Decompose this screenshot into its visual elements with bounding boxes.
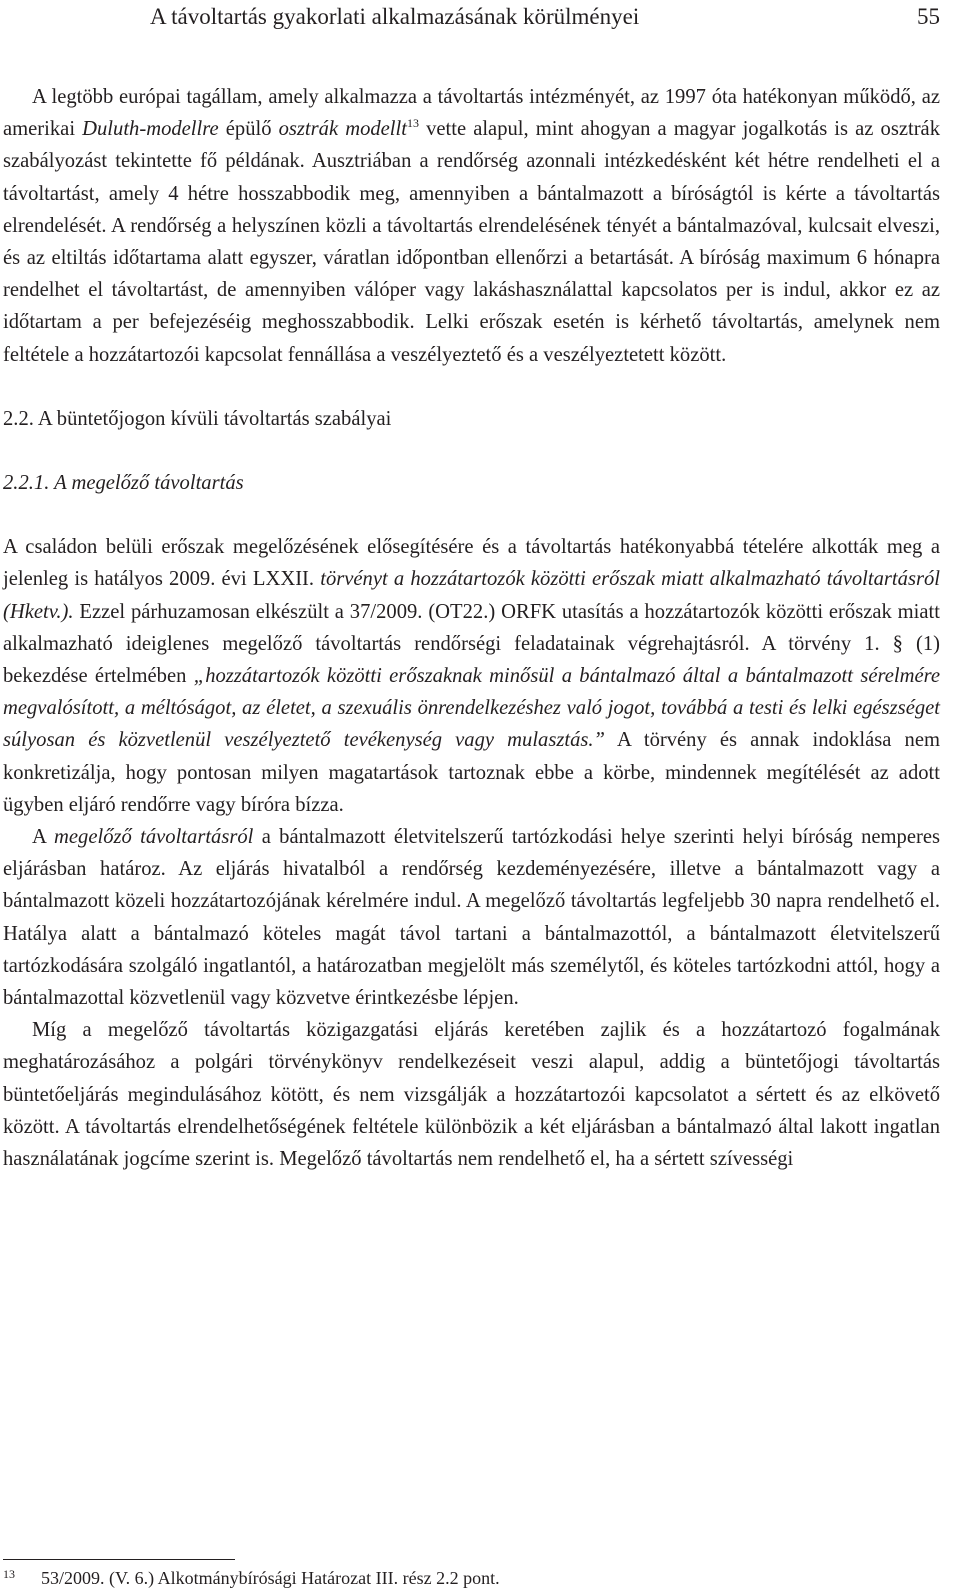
running-header [150, 0, 940, 34]
footnote-reference[interactable]: 13 [406, 116, 419, 131]
footnote-text: 53/2009. (V. 6.) Alkotmánybírósági Határozat III. rész 2.2 pont. [41, 1568, 500, 1588]
paragraph-4 [3, 1014, 940, 1175]
paragraph-1 [3, 81, 940, 371]
paragraph-1-text-2: épülő [218, 118, 279, 141]
spacer [3, 435, 940, 467]
section-heading-2-2: 2.2. A büntetőjogon kívüli távoltartás szabályai [3, 407, 392, 430]
paragraph-2-text-3: A törvény és annak indoklása nem konkretizálja, hogy pontosan milyen magatartások tartoznak ebbe a körbe, mindennek megítélését az adott ügyben eljáró rendőrre vagy bíróra bízza. [3, 729, 940, 816]
paragraph-3-text-2: a bántalmazott életvitelszerű tartózkodási helye szerinti helyi bíróság nemperes eljárásban határoz. Az eljárás hivatalból a rendőrség kezdeményezésére, illetve a bántalmazott vagy a bántalmazott közeli hozzátartozójának kérelmére indul. A megelőző távoltartás legfeljebb 30 napra rendelhető el. Hatálya alatt a bántalmazó köteles magát távol tartani a bántalmazottól, a bántalmazott életvitelszerű tartózkodására szolgáló ingatlantól, a határozatban megjelölt más személytől, és köteles tartózkodni attól, hogy a bántalmazottal közvetlenül vagy közvetve érintkezésbe lépjen. [3, 826, 940, 1010]
page-number: 55 [917, 4, 940, 29]
paragraph-4-text: Míg a megelőző távoltartás közigazgatási eljárás keretében zajlik és a hozzátartozó fogalmának meghatározásához a polgári törvénykönyv rendelkezéseit veszi alapul, addig a büntetőjogi távoltartás büntetőeljárás megindulásához kötött, és nem vizsgálják a hozzátartozói kapcsolatot a sértett és az elkövető között. A távoltartás elrendelhetőségének feltétele különbözik a két eljárásban a bántalmazó által lakott ingatlan használatának jogcíme szerint is. Megelőző távoltartás nem rendelhető el, ha a sértett szívességi [3, 1019, 940, 1171]
subsection-heading-2-2-1 [3, 467, 940, 499]
paragraph-2-text: A családon belüli erőszak megelőzésének elősegítésére és a távoltartás hatékonyabbá tételére alkották meg a jelenleg is hatályos 2009. évi LXXII. [3, 536, 940, 591]
body-text [3, 81, 940, 1175]
running-title: A távoltartás gyakorlati alkalmazásának körülményei [150, 4, 640, 29]
paragraph-1-italic-osztrak: osztrák modellt [278, 118, 407, 141]
paragraph-2-italic-quote: „hozzátartozók közötti erőszaknak minősül a bántalmazó által a bántalmazott sérelmére megvalósított, a méltóságot, az életet, a szexuális önrendelkezéshez való jogot, továbbá a testi és lelki egészséget súlyosan és közvetlenül veszélyeztető tevékenység vagy mulasztás.” [3, 665, 940, 752]
paragraph-2-italic-law-title: törvényt a hozzátartozók közötti erőszak miatt alkalmazható távoltartásról (Hketv.). [3, 568, 940, 623]
paragraph-3-text: A [32, 826, 55, 849]
paragraph-1-italic-duluth: Duluth-modellre [82, 118, 219, 141]
paragraph-2 [3, 531, 940, 821]
paragraph-1-text-3: vette alapul, mint ahogyan a magyar jogalkotás is az osztrák szabályozást tekintette fő példának. Ausztriában a rendőrség azonnali intézkedésként két hétre rendelheti el a távoltartást, amely 4 hétre hosszabbodik meg, amennyiben a bántalmazott a bíróságtól is kérte a távoltartás elrendelését. A rendőrség a helyszínen közli a távoltartás elrendelésének tényét a bántalmazóval, kulcsait elveszi, és az eltiltás időtartama alatt egyszer, váratlan időpontban ellenőrzi a betartását. A bíróság maximum 6 hónapra rendelhet el távoltartást, de amennyiben válóper vagy lakáshasználattal kapcsolatos per is indul, akkor ez az időtartam a per befejezéséig meghosszabbodik. Lelki erőszak esetén is kérhető távoltartás, amelynek nem feltétele a hozzátartozói kapcsolat fennállása a veszélyeztető és a veszélyeztetett között. [3, 118, 940, 366]
spacer [3, 371, 940, 403]
paragraph-3 [3, 821, 940, 1014]
paragraph-3-italic: megelőző távoltartásról [54, 826, 254, 849]
footnote-number: 13 [3, 1567, 15, 1581]
paragraph-2-text-2: Ezzel párhuzamosan elkészült a 37/2009. (OT22.) ORFK utasítás a hozzátartozók közötti erőszak miatt alkalmazható ideiglenes megelőző távoltartás rendőrségi feladatainak végrehajtásról. A törvény 1. § (1) bekezdése értelmében [3, 600, 940, 688]
paragraph-1-text: A legtöbb európai tagállam, amely alkalmazza a távoltartás intézményét, az 1997 óta hatékonyan működő, az amerikai [3, 86, 940, 141]
spacer [3, 499, 940, 531]
footnote-divider [3, 1559, 235, 1560]
subsection-heading-text: 2.2.1. A megelőző távoltartás [3, 472, 244, 495]
